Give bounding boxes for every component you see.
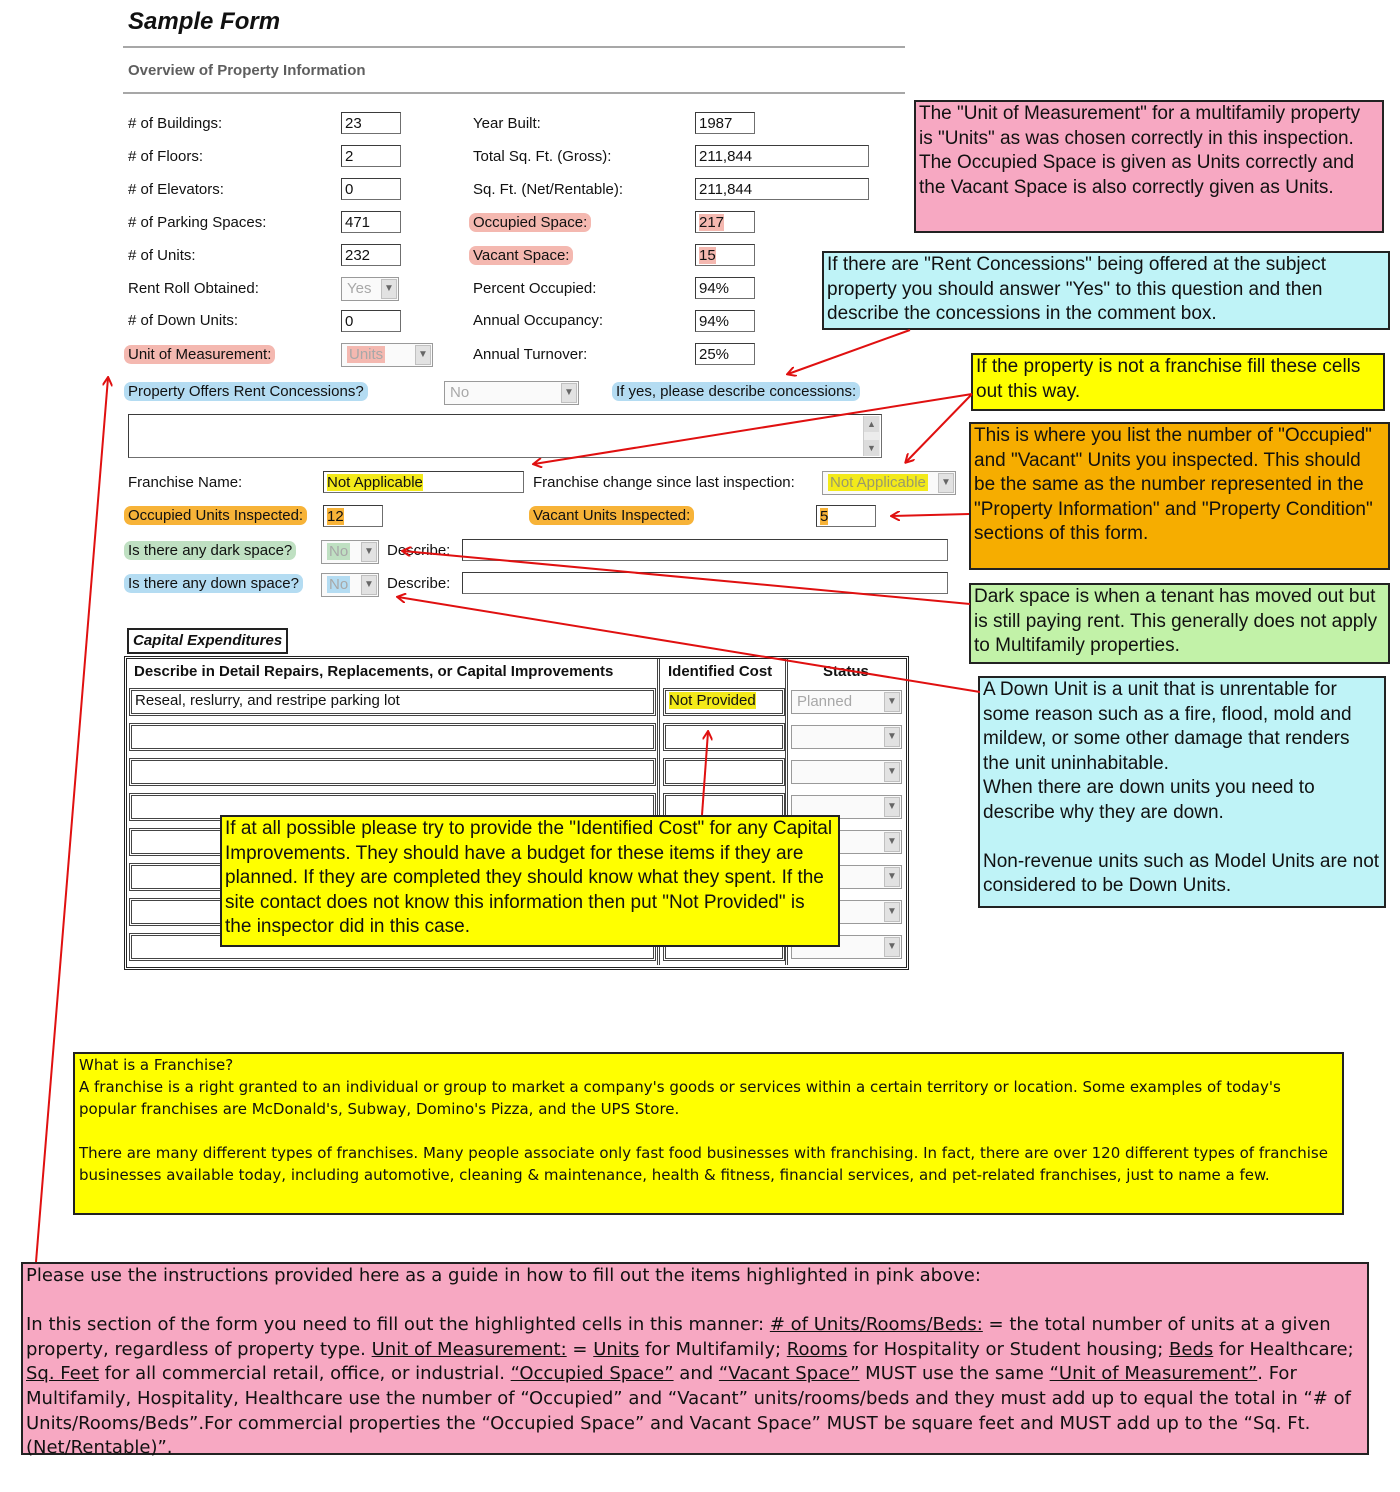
franchise-info-heading: What is a Franchise? [79, 1056, 234, 1074]
floors-input[interactable]: 2 [341, 145, 401, 167]
arrow-franchise-change [906, 394, 972, 462]
unit-measurement-value: Units [349, 346, 384, 363]
chevron-down-icon[interactable]: ▼ [381, 279, 397, 299]
arrow-dark-space [403, 551, 970, 604]
annual-occupancy-label: Annual Occupancy: [473, 312, 604, 329]
note-units-inspected: This is where you list the number of "Occupied" and "Vacant" Units you inspected. This should be the same as the number represented in the "Property Information" and "Property Condition" sections of this form. [969, 422, 1390, 570]
rent-roll-label: Rent Roll Obtained: [128, 280, 259, 297]
dark-space-describe-label: Describe: [387, 542, 451, 559]
arrow-identified-cost [702, 732, 708, 815]
chevron-down-icon[interactable]: ▼ [938, 473, 954, 493]
franchise-name-label: Franchise Name: [128, 474, 243, 491]
occupied-inspected-label: Occupied Units Inspected: [128, 506, 307, 526]
note-franchise: If the property is not a franchise fill these cells out this way. [971, 353, 1385, 411]
note-rent-concessions: If there are "Rent Concessions" being offered at the subject property you should answer "Yes" to this question and then describe the concessions in the comment box. [822, 251, 1390, 330]
gross-sqft-input[interactable]: 211,844 [695, 145, 869, 167]
franchise-change-label: Franchise change since last inspection: [533, 474, 795, 491]
concessions-label: Property Offers Rent Concessions? [128, 382, 368, 402]
franchise-info-para1: A franchise is a right granted to an individual or group to market a company's goods or services within a certain territory or location. Some examples of today's popular franchises are McDonald's, Subway, Domino's Pizza, and the UPS Store. [79, 1078, 1281, 1118]
capex-cost-cell[interactable]: Not Provided [663, 688, 785, 716]
capex-header-describe: Describe in Detail Repairs, Replacements, or Capital Improvements [134, 663, 614, 680]
chevron-down-icon[interactable]: ▼ [884, 902, 900, 922]
gross-sqft-label: Total Sq. Ft. (Gross): [473, 148, 612, 165]
vacant-space-input[interactable]: 15 [695, 244, 755, 266]
note-down-unit-p1: A Down Unit is a unit that is unrentable for some reason such as a fire, flood, mold and mildew, or some other damage that renders the unit uninhabitable. [983, 679, 1352, 774]
floors-label: # of Floors: [128, 148, 204, 165]
parking-label: # of Parking Spaces: [128, 214, 267, 231]
instructions-body: In this section of the form you need to fill out the highlighted cells in this manner: # of Units/Rooms/Beds: = the total number of units at a given property, regardless of property type. Unit of Measurement: = Units for Multifamily; Rooms for Hospitality or Student housing; Beds for Healthcare; Sq. Feet for all commercial retail, office, or industrial. “Occupied Space” and “Vacant Space” MUST use the same “Unit of Measurement”. For Multifamily, Hospitality, Healthcare use the number of “Occupied” and “Vacant” units/rooms/beds and they must add up to equal the total in “# of Units/Rooms/Beds”.For commercial properties the “Occupied Space” and Vacant Space” MUST be square feet and MUST add up to the “Sq. Ft. (Net/Rentable)”. [26, 1314, 1354, 1459]
rent-roll-value: Yes [347, 280, 372, 297]
scroll-down-icon[interactable]: ▼ [864, 440, 879, 456]
page-title: Sample Form [128, 8, 281, 35]
capex-header-cost: Identified Cost [668, 663, 773, 680]
dark-space-value: No [329, 543, 349, 560]
chevron-down-icon[interactable]: ▼ [884, 937, 900, 957]
franchise-info-para2: There are many different types of franchises. Many people associate only fast food businesses with franchising. In fact, there are over 120 different types of franchise businesses available today, including automotive, cleaning & maintenance, health & fitness, financial services, and pet-related franchises, just to name a few. [79, 1144, 1328, 1184]
vacant-space-label: Vacant Space: [473, 246, 573, 266]
chevron-down-icon[interactable]: ▼ [561, 383, 577, 403]
occupied-inspected-input[interactable]: 12 [323, 505, 383, 527]
capex-status-value: Planned [797, 693, 853, 710]
chevron-down-icon[interactable]: ▼ [884, 727, 900, 747]
arrow-down-space [398, 597, 980, 692]
chevron-down-icon[interactable]: ▼ [361, 575, 377, 595]
buildings-input[interactable]: 23 [341, 112, 401, 134]
arrow-franchise-name [534, 394, 972, 464]
annual-turnover-label: Annual Turnover: [473, 346, 588, 363]
note-identified-cost: If at all possible please try to provide the "Identified Cost" for any Capital Improvements. They should have a budget for these items if they are planned. If they are completed they should know what they spent. If the site contact does not know this information then put "Not Provided" is the inspector did in this case. [220, 815, 840, 947]
note-dark-space: Dark space is when a tenant has moved out but is still paying rent. This generally does not apply to Multifamily properties. [969, 583, 1390, 664]
chevron-down-icon[interactable]: ▼ [884, 797, 900, 817]
year-built-label: Year Built: [473, 115, 541, 132]
concessions-value: No [450, 384, 470, 401]
arrow-instructions [36, 378, 108, 1262]
section-title: Overview of Property Information [128, 62, 366, 79]
net-sqft-label: Sq. Ft. (Net/Rentable): [473, 181, 624, 198]
chevron-down-icon[interactable]: ▼ [884, 692, 900, 712]
buildings-label: # of Buildings: [128, 115, 223, 132]
chevron-down-icon[interactable]: ▼ [415, 345, 431, 365]
franchise-name-input[interactable]: Not Applicable [323, 471, 524, 493]
elevators-label: # of Elevators: [128, 181, 224, 198]
capex-title: Capital Expenditures [127, 628, 288, 654]
elevators-input[interactable]: 0 [341, 178, 401, 200]
chevron-down-icon[interactable]: ▼ [884, 867, 900, 887]
capex-header-status: Status [823, 663, 869, 680]
unit-measurement-label: Unit of Measurement: [128, 345, 275, 365]
units-input[interactable]: 232 [341, 244, 401, 266]
dark-space-label: Is there any dark space? [128, 541, 296, 561]
occupied-space-label: Occupied Space: [473, 213, 591, 233]
net-sqft-input[interactable]: 211,844 [695, 178, 869, 200]
year-built-input[interactable]: 1987 [695, 112, 755, 134]
parking-input[interactable]: 471 [341, 211, 401, 233]
note-unit-measurement: The "Unit of Measurement" for a multifamily property is "Units" as was chosen correctly in this inspection. The Occupied Space is given as Units correctly and the Vacant Space is also correctly given as Units. [914, 100, 1384, 233]
down-space-describe-label: Describe: [387, 575, 451, 592]
scroll-up-icon[interactable]: ▲ [864, 416, 879, 432]
vacant-inspected-label: Vacant Units Inspected: [533, 506, 694, 526]
arrow-units-inspected [892, 514, 969, 516]
capex-desc-cell[interactable]: Reseal, reslurry, and restripe parking lot [129, 688, 656, 716]
down-space-label: Is there any down space? [128, 574, 303, 594]
franchise-change-value: Not Applicable [830, 474, 926, 491]
vacant-inspected-input[interactable]: 5 [816, 505, 876, 527]
arrow-rent-concessions [788, 330, 910, 374]
note-down-unit-p2: When there are down units you need to describe why they are down. [983, 777, 1315, 823]
concessions-describe-label: If yes, please describe concessions: [616, 382, 860, 402]
down-space-value: No [329, 576, 349, 593]
percent-occupied-input[interactable]: 94% [695, 277, 755, 299]
annual-occupancy-input[interactable]: 94% [695, 310, 755, 332]
units-label: # of Units: [128, 247, 196, 264]
occupied-space-input[interactable]: 217 [695, 211, 755, 233]
annual-turnover-input[interactable]: 25% [695, 343, 755, 365]
instructions-intro: Please use the instructions provided here as a guide in how to fill out the items highlighted in pink above: [26, 1265, 981, 1286]
chevron-down-icon[interactable]: ▼ [884, 832, 900, 852]
down-units-label: # of Down Units: [128, 312, 239, 329]
chevron-down-icon[interactable]: ▼ [884, 762, 900, 782]
note-down-unit-p3: Non-revenue units such as Model Units are not considered to be Down Units. [983, 850, 1380, 897]
percent-occupied-label: Percent Occupied: [473, 280, 597, 297]
chevron-down-icon[interactable]: ▼ [361, 542, 377, 562]
down-units-input[interactable]: 0 [341, 310, 401, 332]
